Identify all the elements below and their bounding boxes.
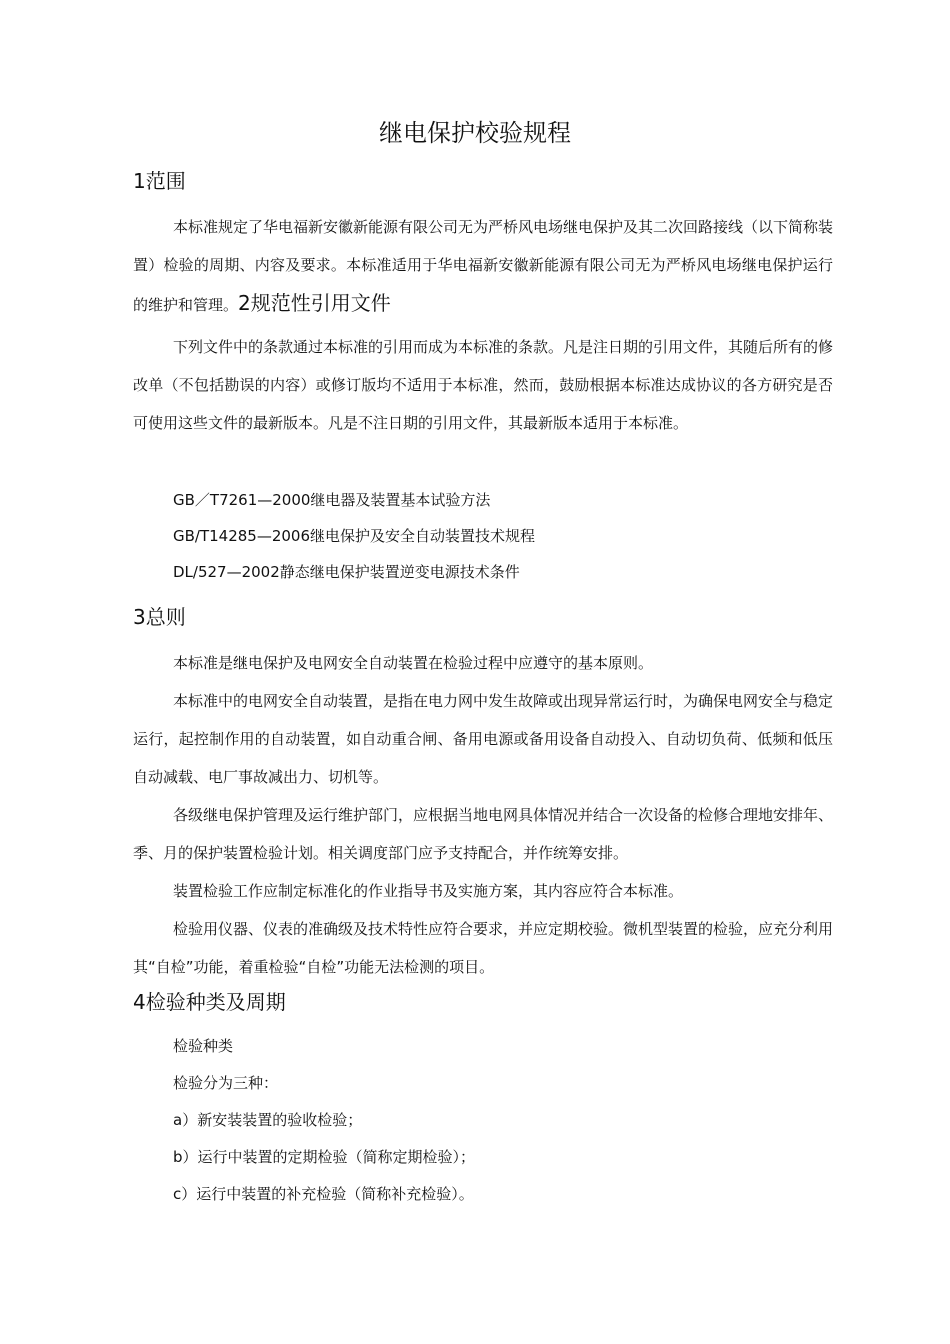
reference-item: DL/527—2002静态继电保护装置逆变电源技术条件	[173, 563, 520, 581]
section-1-paragraph	[133, 208, 833, 324]
section-3-paragraph: 本标准中的电网安全自动装置，是指在电力网中发生故障或出现异常运行时，为确保电网安全与稳定运行，起控制作用的自动装置，如自动重合闸、备用电源或备用设备自动投入、自动切负荷、低频和低压自动减载、电厂事故减出力、切机等。	[133, 692, 834, 786]
section-3-paragraph: 本标准是继电保护及电网安全自动装置在检验过程中应遵守的基本原则。	[173, 654, 654, 672]
list-intro: 检验分为三种：	[173, 1074, 279, 1092]
reference-item: GB/T14285—2006继电保护及安全自动装置技术规程	[173, 527, 536, 545]
document-title: 继电保护校验规程	[379, 119, 571, 147]
list-item: c）运行中装置的补充检验（简称补充检验）。	[173, 1185, 474, 1203]
section-3-paragraph: 各级继电保护管理及运行维护部门，应根据当地电网具体情况并结合一次设备的检修合理地安排年、季、月的保护装置检验计划。相关调度部门应予支持配合，并作统筹安排。	[133, 806, 834, 862]
reference-item: GB／T7261—2000继电器及装置基本试验方法	[173, 491, 491, 509]
section-heading-3: 3总则	[133, 605, 186, 629]
section-heading-4: 4检验种类及周期	[133, 990, 286, 1014]
subheading: 检验种类	[173, 1037, 234, 1055]
section-heading-2: 2规范性引用文件	[238, 291, 391, 315]
section-2-paragraph: 下列文件中的条款通过本标准的引用而成为本标准的条款。凡是注日期的引用文件，其随后所有的修改单（不包括勘误的内容）或修订版均不适用于本标准，然而，鼓励根据本标准达成协议的各方研究是否可使用这些文件的最新版本。凡是不注日期的引用文件，其最新版本适用于本标准。	[133, 338, 834, 432]
section-3-paragraph: 装置检验工作应制定标准化的作业指导书及实施方案，其内容应符合本标准。	[173, 882, 684, 900]
section-heading-1: 1范围	[133, 169, 186, 193]
section-3-paragraph: 检验用仪器、仪表的准确级及技术特性应符合要求，并应定期校验。微机型装置的检验，应充分利用其“自检”功能，着重检验“自检”功能无法检测的项目。	[133, 920, 834, 976]
list-item: b）运行中装置的定期检验（简称定期检验）；	[173, 1148, 476, 1166]
section-1-paragraph-text: 本标准规定了华电福新安徽新能源有限公司无为严桥风电场继电保护及其二次回路接线（以下简称装置）检验的周期、内容及要求。本标准适用于华电福新安徽新能源有限公司无为严桥风电场继电保护运行的维护和管理。	[133, 218, 834, 314]
list-item: a）新安装装置的验收检验；	[173, 1111, 363, 1129]
